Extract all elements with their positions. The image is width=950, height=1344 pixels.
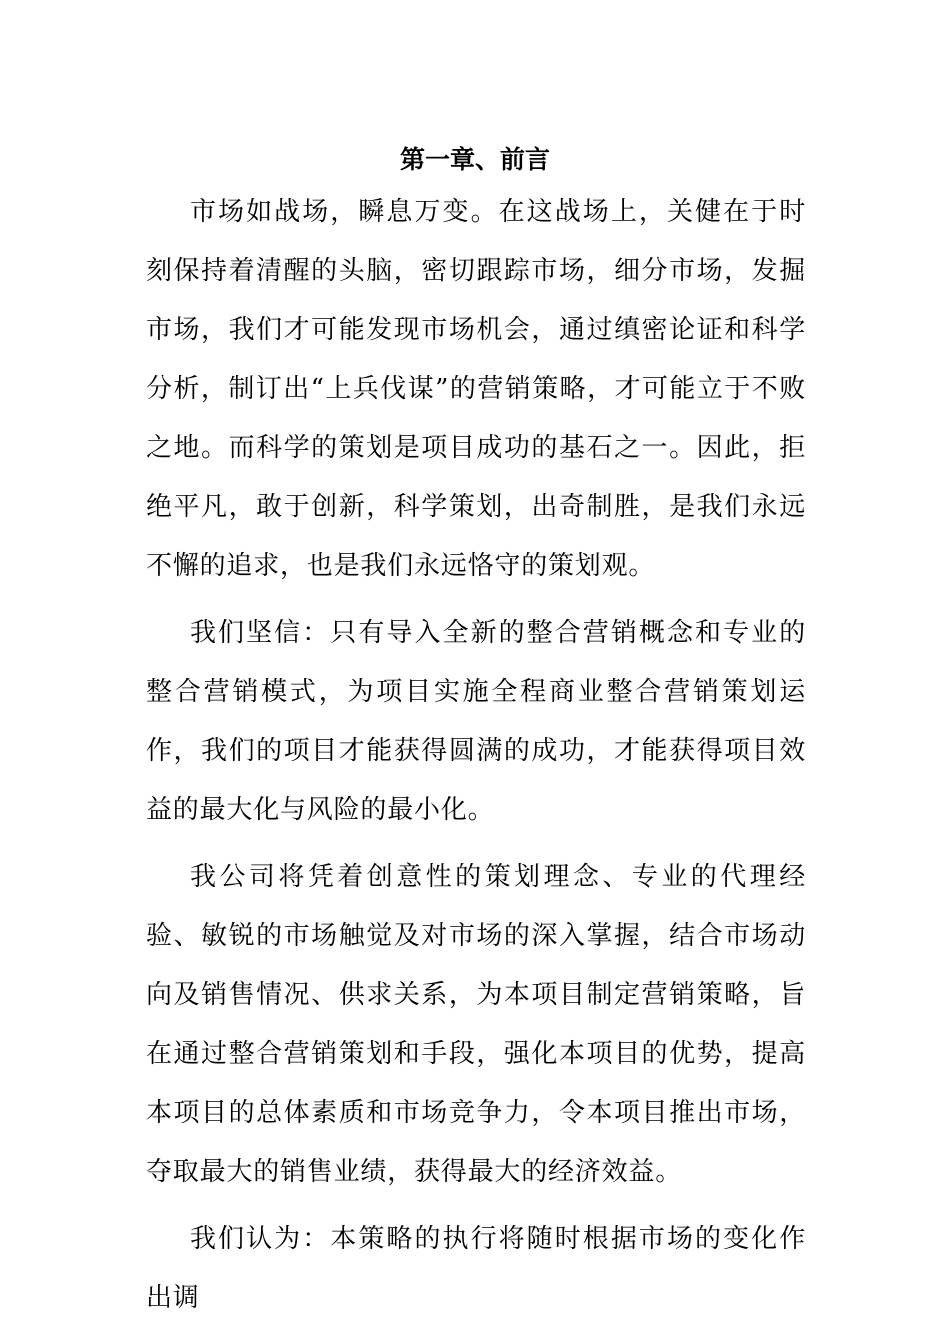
chapter-title: 第一章、前言 — [399, 145, 550, 174]
paragraph-2: 我们坚信：只有导入全新的整合营销概念和专业的整合营销模式，为项目实施全程商业整合营销策划运作，我们的项目才能获得圆满的成功，才能获得项目效益的最大化与风险的最小化。 — [146, 618, 806, 825]
paragraph-4: 我们认为：本策略的执行将随时根据市场的变化作出调 — [146, 1224, 806, 1313]
document-body — [146, 183, 806, 1336]
paragraph-1: 市场如战场，瞬息万变。在这战场上，关健在于时刻保持着清醒的头脑，密切跟踪市场，细分市场，发掘市场，我们才可能发现市场机会，通过缜密论证和科学分析，制订出“上兵伐谋”的营销策略，才可能立于不败之地。而科学的策划是项目成功的基石之一。因此，拒绝平凡，敢于创新，科学策划，出奇制胜，是我们永远不懈的追求，也是我们永远恪守的策划观。 — [146, 197, 806, 581]
paragraph-3: 我公司将凭着创意性的策划理念、专业的代理经验、敏锐的市场触觉及对市场的深入掌握，结合市场动向及销售情况、供求关系，为本项目制定营销策略，旨在通过整合营销策划和手段，强化本项目的优势，提高本项目的总体素质和市场竞争力，令本项目推出市场，夺取最大的销售业绩，获得最大的经济效益。 — [146, 862, 806, 1187]
